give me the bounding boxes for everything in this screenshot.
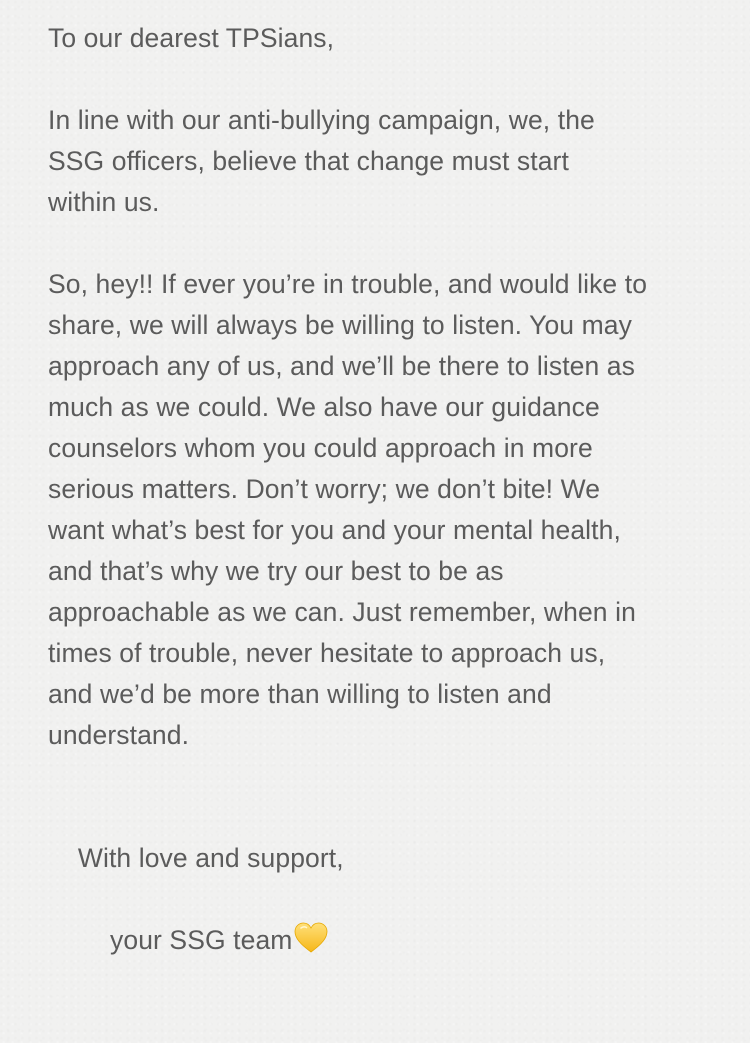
closing-block: [48, 797, 723, 1043]
signature-line: [48, 920, 723, 961]
closing-line: With love and support,: [77, 843, 344, 873]
greeting: To our dearest TPSians,: [48, 23, 335, 53]
paragraph-support: So, hey!! If ever you’re in trouble, and would like to share, we will always be willing to listen. You may approach any of us, and we’ll be there to listen as much as we could. We also have our guidance counselors whom you could approach in more serious matters. Don’t worry; we don’t bite! We want what’s best for you and your mental health, and that’s why we try our best to be as approachable as we can. Just remember, when in times of trouble, never hesitate to approach us, and we’d be more than willing to listen and understand.: [48, 269, 648, 750]
signature-text: your SSG team: [110, 925, 293, 955]
note-body: [48, 18, 723, 1043]
yellow-heart-icon: [294, 922, 328, 954]
paragraph-campaign: In line with our anti-bullying campaign, we, the SSG officers, believe that change must start within us.: [48, 105, 595, 217]
